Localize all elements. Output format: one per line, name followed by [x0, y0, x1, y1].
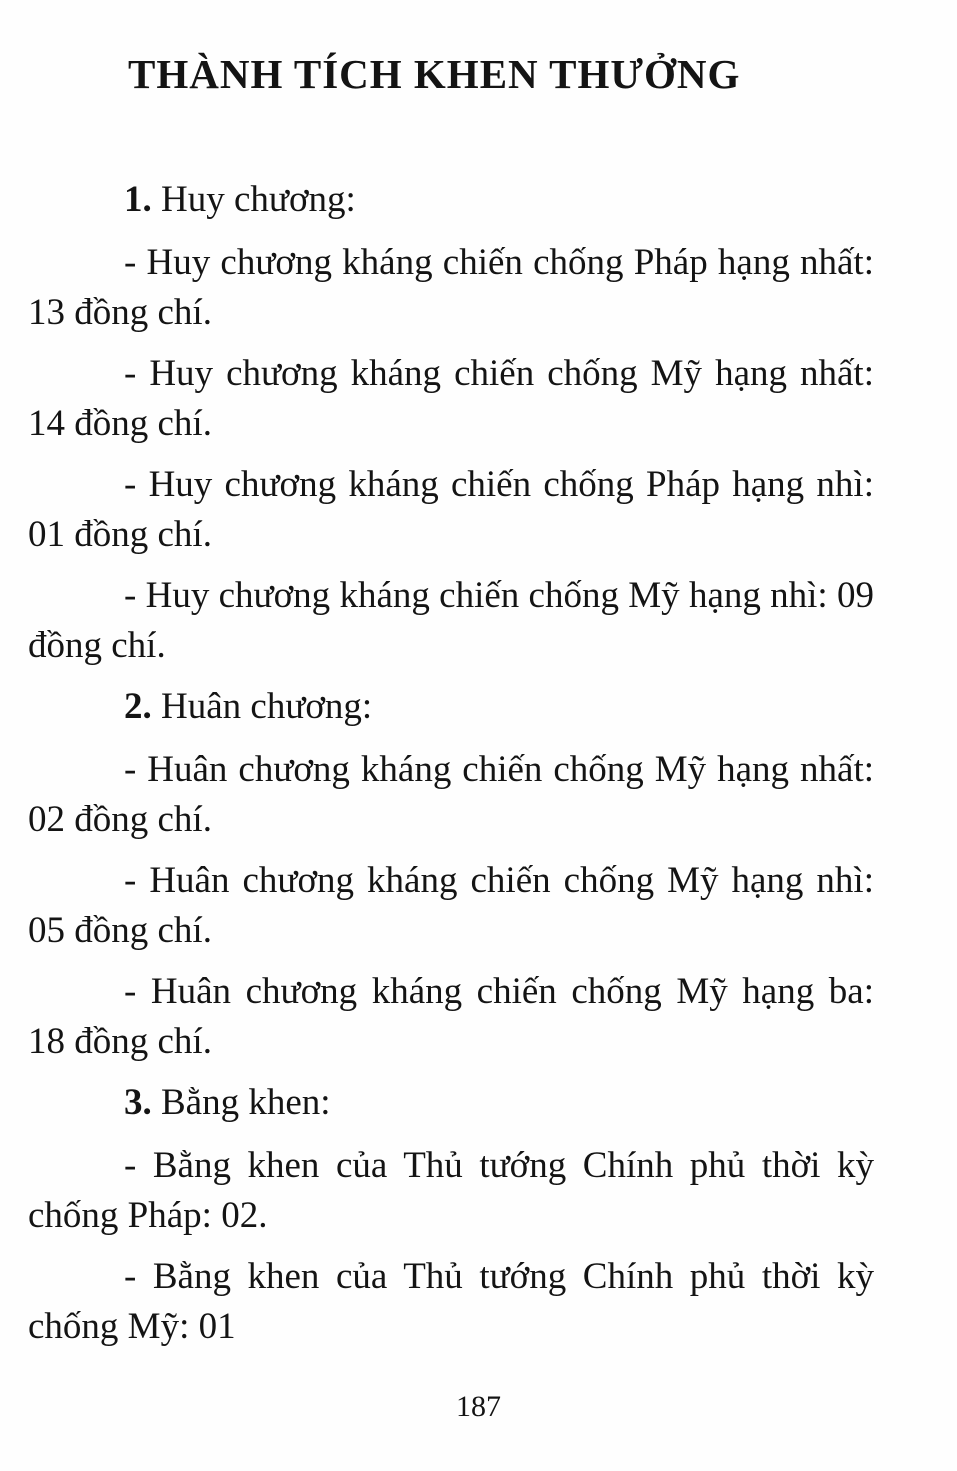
section-number: 2. [124, 686, 152, 727]
list-item: - Bằng khen của Thủ tướng Chính phủ thời kỳ chống Pháp: 02. [28, 1145, 874, 1236]
page-number: 187 [456, 1390, 501, 1423]
list-item: - Huy chương kháng chiến chống Mỹ hạng nhì: 09 đồng chí. [28, 575, 874, 666]
list-item: - Huy chương kháng chiến chống Pháp hạng nhất: 13 đồng chí. [28, 242, 874, 333]
section-title: Bằng khen: [161, 1082, 331, 1123]
section-number: 1. [124, 179, 152, 220]
section-heading-bang-khen [28, 1078, 874, 1128]
section-heading-huy-chuong [28, 175, 874, 225]
list-item: - Huân chương kháng chiến chống Mỹ hạng nhất: 02 đồng chí. [28, 749, 874, 840]
list-item: - Bằng khen của Thủ tướng Chính phủ thời kỳ chống Mỹ: 01 [28, 1256, 874, 1347]
list-item: - Huy chương kháng chiến chống Mỹ hạng nhất: 14 đồng chí. [28, 353, 874, 444]
section-title: Huy chương: [161, 179, 356, 220]
page-title: THÀNH TÍCH KHEN THƯỞNG [128, 51, 741, 97]
list-item: - Huân chương kháng chiến chống Mỹ hạng nhì: 05 đồng chí. [28, 860, 874, 951]
list-item: - Huy chương kháng chiến chống Pháp hạng nhì: 01 đồng chí. [28, 464, 874, 555]
page-body [28, 175, 874, 1363]
list-item: - Huân chương kháng chiến chống Mỹ hạng ba: 18 đồng chí. [28, 971, 874, 1062]
section-title: Huân chương: [161, 686, 373, 727]
section-number: 3. [124, 1082, 152, 1123]
section-heading-huan-chuong [28, 682, 874, 732]
